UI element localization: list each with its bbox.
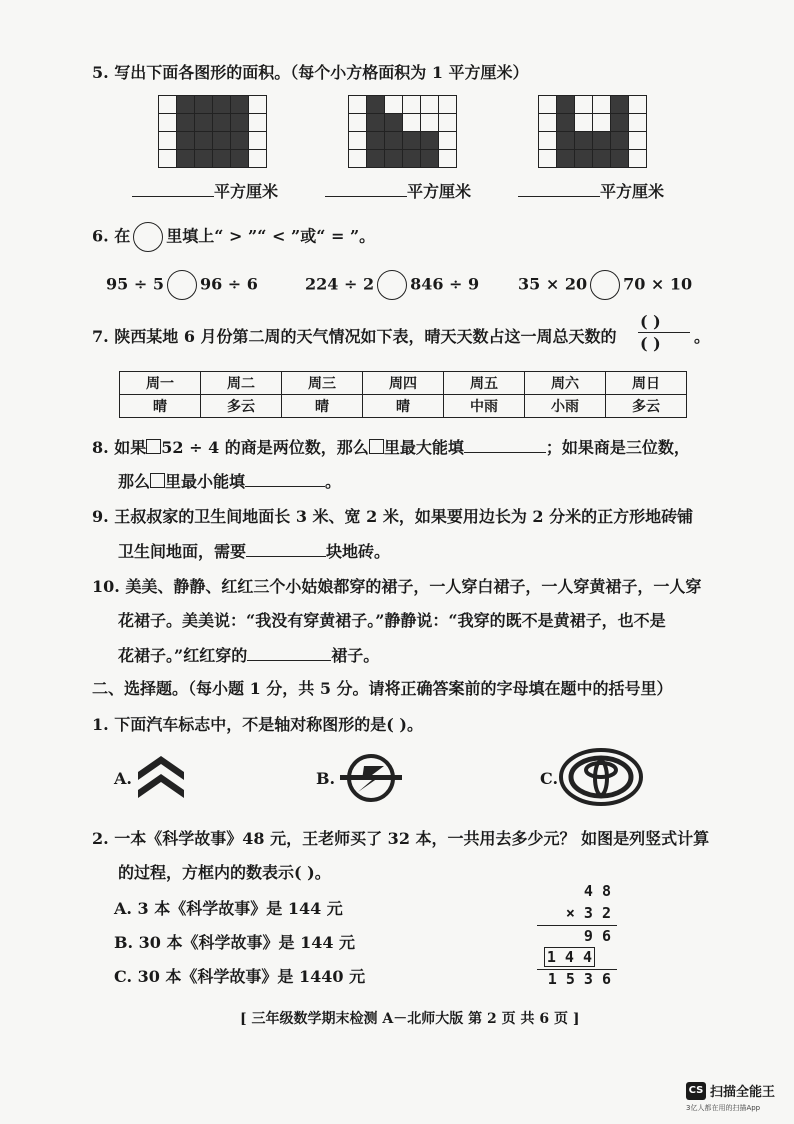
compare-circle[interactable] <box>377 270 407 300</box>
mc1-option-a-label[interactable]: A. <box>114 769 132 788</box>
q5-answer-3: 平方厘米 <box>518 180 664 203</box>
calc-result: 1 5 3 6 <box>547 970 611 988</box>
citroen-logo-icon <box>132 750 190 808</box>
calc-row-2: × 3 2 <box>565 904 611 922</box>
mc2-option-a[interactable]: A. 3 本《科学故事》是 144 元 <box>114 899 343 918</box>
mc2-line-1: 2. 一本《科学故事》48 元，王老师买了 32 本，一共用去多少元？ 如图是列竖式计算 <box>92 829 710 848</box>
q9-line-1: 9. 王叔叔家的卫生间地面长 3 米、宽 2 米，如果要用边长为 2 分米的正方形地砖铺 <box>92 507 694 526</box>
q6-item-1: 95 ÷ 5 96 ÷ 6 <box>106 270 258 300</box>
calc-divider <box>537 925 617 926</box>
compare-circle[interactable] <box>590 270 620 300</box>
weather-cell: 中雨 <box>444 395 525 418</box>
answer-blank[interactable] <box>518 180 600 197</box>
weather-cell: 晴 <box>120 395 201 418</box>
grid-figure-1 <box>158 95 267 168</box>
calc-boxed-row: 1 4 4 <box>544 947 595 967</box>
watermark-tagline: 3亿人都在用的扫描App <box>686 1104 761 1112</box>
day-cell: 周六 <box>525 372 606 395</box>
weather-cell: 多云 <box>606 395 687 418</box>
page-footer: [ 三年级数学期末检测 A－北师大版 第 2 页 共 6 页 ] <box>240 1011 580 1027</box>
q10-line-3: 花裙子。”红红穿的 裙子。 <box>118 646 380 665</box>
calc-row-1: 4 8 <box>583 882 611 900</box>
q6-title: 6. 在 里填上“ > ”“ < ”或“ = ”。 <box>92 222 375 252</box>
q7-end: 。 <box>694 327 711 346</box>
calc-row-3: 9 6 <box>583 927 611 945</box>
q6-item-2: 224 ÷ 2 846 ÷ 9 <box>305 270 479 300</box>
weather-cell: 小雨 <box>525 395 606 418</box>
vertical-multiplication <box>535 880 625 990</box>
day-cell: 周三 <box>282 372 363 395</box>
weather-table-row <box>120 395 687 418</box>
q5-title: 5. 写出下面各图形的面积。（每个小方格面积为 1 平方厘米） <box>92 63 529 82</box>
section-2-title: 二、选择题。（每小题 1 分，共 5 分。请将正确答案前的字母填在题中的括号里） <box>92 679 673 698</box>
compare-circle[interactable] <box>167 270 197 300</box>
q7-fraction-blank[interactable]: ( ) ( ) <box>638 316 690 356</box>
q5-answer-1: 平方厘米 <box>132 180 278 203</box>
camscanner-logo-icon: CS <box>686 1082 706 1100</box>
watermark-name: 扫描全能王 <box>710 1085 776 1100</box>
weather-table <box>119 371 687 418</box>
day-cell: 周二 <box>201 372 282 395</box>
digit-box-icon <box>146 439 161 454</box>
q10-line-1: 10. 美美、静静、红红三个小姑娘都穿的裙子，一人穿白裙子，一人穿黄裙子，一人穿 <box>92 577 702 596</box>
grid-figure-2 <box>348 95 457 168</box>
q8-line-1: 8. 如果 52 ÷ 4 的商是两位数，那么 里最大能填 ；如果商是三位数， <box>92 438 690 457</box>
answer-blank[interactable] <box>245 470 325 487</box>
mc2-option-b[interactable]: B. 30 本《科学故事》是 144 元 <box>114 933 356 952</box>
q7-title: 7. 陕西某地 6 月份第二周的天气情况如下表，晴天天数占这一周总天数的 <box>92 327 617 346</box>
day-cell: 周一 <box>120 372 201 395</box>
day-cell: 周日 <box>606 372 687 395</box>
q6-item-3: 35 × 20 70 × 10 <box>518 270 692 300</box>
mc2-line-2: 的过程，方框内的数表示( )。 <box>118 863 331 882</box>
digit-box-icon <box>369 439 384 454</box>
q10-line-2: 花裙子。美美说：“我没有穿黄裙子。”静静说：“我穿的既不是黄裙子，也不是 <box>118 611 666 630</box>
weather-cell: 多云 <box>201 395 282 418</box>
mc2-option-c[interactable]: C. 30 本《科学故事》是 1440 元 <box>114 967 366 986</box>
answer-blank[interactable] <box>132 180 214 197</box>
answer-blank[interactable] <box>246 540 326 557</box>
mc1-title: 1. 下面汽车标志中，不是轴对称图形的是( )。 <box>92 715 423 734</box>
weather-cell: 晴 <box>363 395 444 418</box>
opel-logo-icon <box>338 752 404 804</box>
answer-blank[interactable] <box>247 644 331 661</box>
compare-circle-icon <box>133 222 163 252</box>
weather-table-header <box>120 372 687 395</box>
weather-cell: 晴 <box>282 395 363 418</box>
answer-blank[interactable] <box>325 180 407 197</box>
q8-line-2: 那么 里最小能填 。 <box>118 472 342 491</box>
day-cell: 周五 <box>444 372 525 395</box>
mc1-option-c-label[interactable]: C. <box>540 769 559 788</box>
q5-answer-2: 平方厘米 <box>325 180 471 203</box>
toyota-logo-icon <box>558 746 644 808</box>
q9-line-2: 卫生间地面，需要 块地砖。 <box>118 542 391 561</box>
digit-box-icon <box>150 473 165 488</box>
day-cell: 周四 <box>363 372 444 395</box>
answer-blank[interactable] <box>464 436 546 453</box>
mc1-option-b-label[interactable]: B. <box>316 769 336 788</box>
grid-figure-3 <box>538 95 647 168</box>
